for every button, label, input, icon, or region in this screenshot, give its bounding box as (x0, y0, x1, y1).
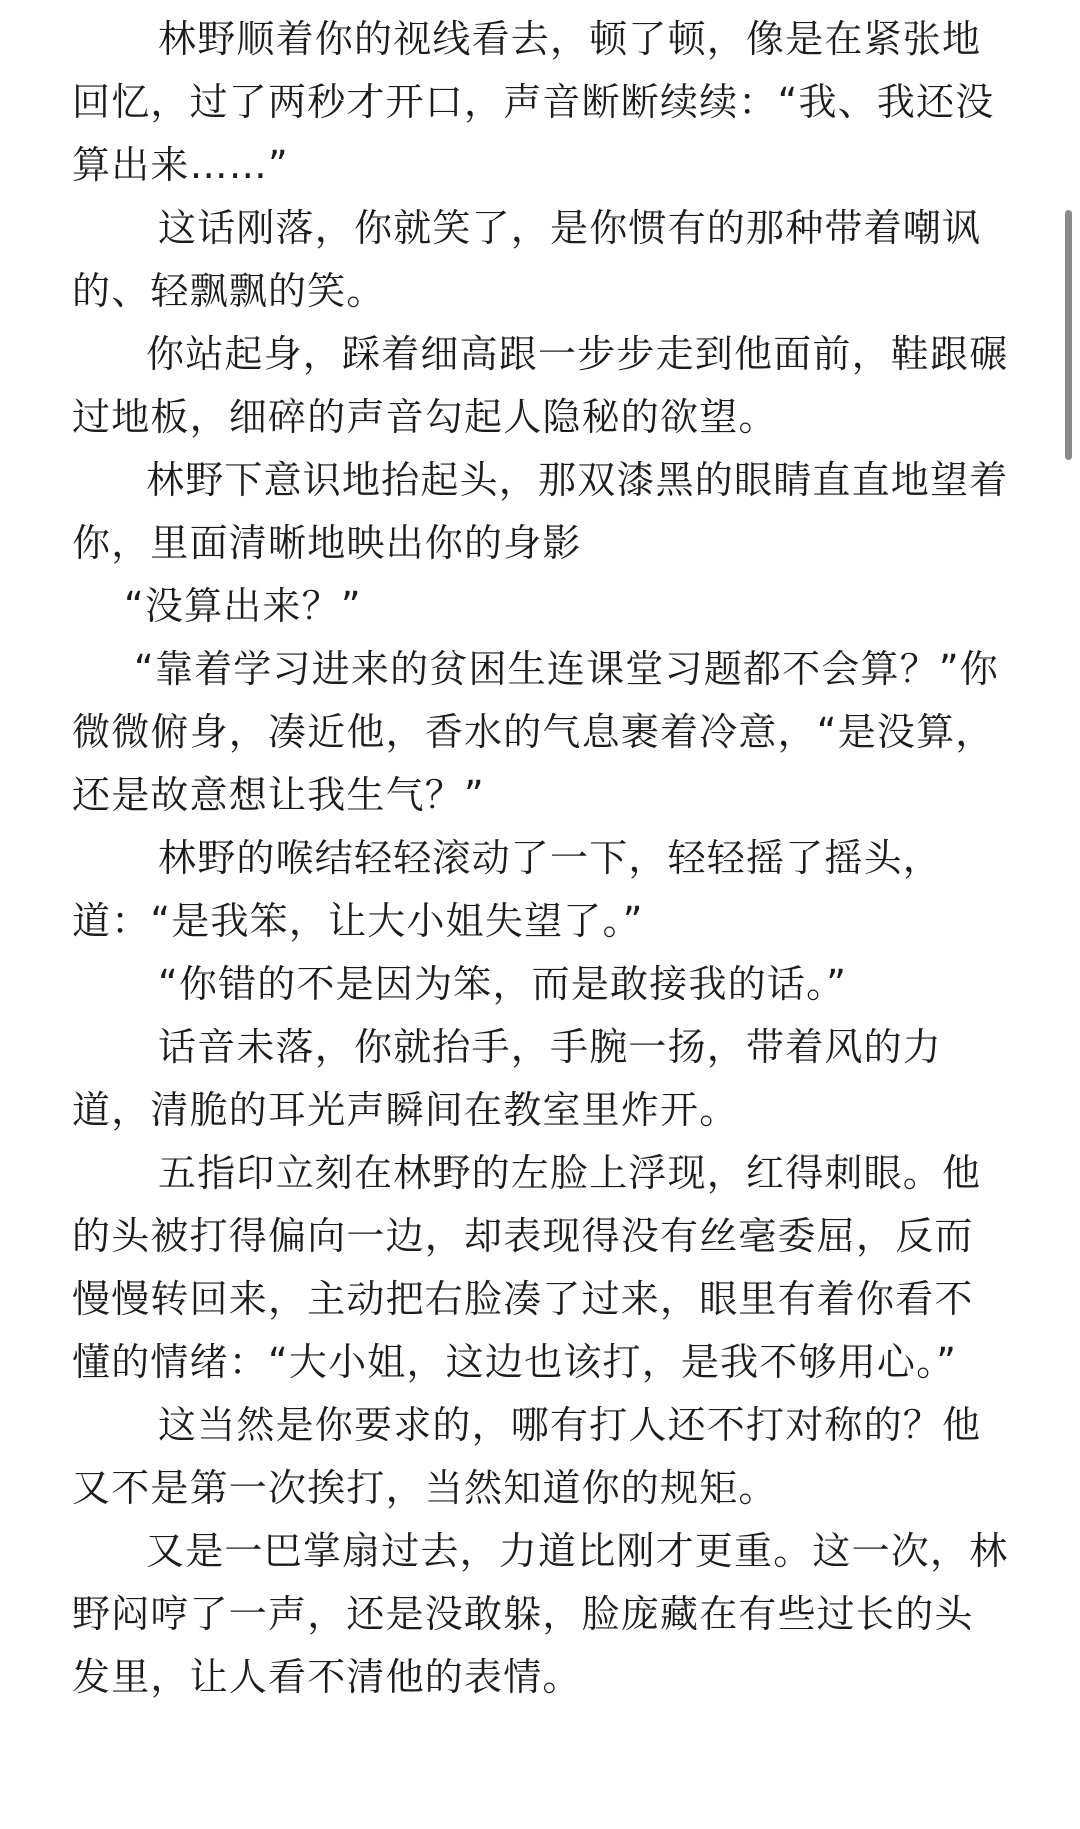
paragraph: 你站起身，踩着细高跟一步步走到他面前，鞋跟碾过地板，细碎的声音勾起人隐秘的欲望。 (72, 332, 1009, 439)
scrollbar-thumb[interactable] (1065, 210, 1072, 460)
paragraph: 话音未落，你就抬手，手腕一扬，带着风的力道，清脆的耳光声瞬间在教室里炸开。 (72, 1025, 943, 1132)
paragraph: 五指印立刻在林野的左脸上浮现，红得刺眼。他的头被打得偏向一边，却表现得没有丝毫委屈，反而慢慢转回来，主动把右脸凑了过来，眼里有着你看不懂的情绪：“大小姐，这边也该打，是我不够用心。” (72, 1151, 982, 1384)
paragraph: 又是一巴掌扇过去，力道比刚才更重。这一次，林野闷哼了一声，还是没敢躲，脸庞藏在有些过长的头发里，让人看不清他的表情。 (72, 1529, 1009, 1699)
paragraph: “没算出来？” (124, 584, 362, 628)
paragraph: 林野下意识地抬起头，那双漆黑的眼睛直直地望着你，里面清晰地映出你的身影 (72, 458, 1009, 565)
article-body (72, 8, 1012, 1709)
paragraph: 林野的喉结轻轻滚动了一下，轻轻摇了摇头，道：“是我笨，让大小姐失望了。” (72, 836, 943, 943)
paragraph: “你错的不是因为笨，而是敢接我的话。” (158, 962, 848, 1006)
paragraph: “靠着学习进来的贫困生连课堂习题都不会算？”你微微俯身，凑近他，香水的气息裹着冷意，“是没算，还是故意想让我生气？” (72, 647, 999, 817)
paragraph: 林野顺着你的视线看去，顿了顿，像是在紧张地回忆，过了两秒才开口，声音断断续续：“我、我还没算出来……” (72, 17, 995, 187)
paragraph: 这话刚落，你就笑了，是你惯有的那种带着嘲讽的、轻飘飘的笑。 (72, 206, 982, 313)
paragraph: 这当然是你要求的，哪有打人还不打对称的？他又不是第一次挨打，当然知道你的规矩。 (72, 1403, 982, 1510)
